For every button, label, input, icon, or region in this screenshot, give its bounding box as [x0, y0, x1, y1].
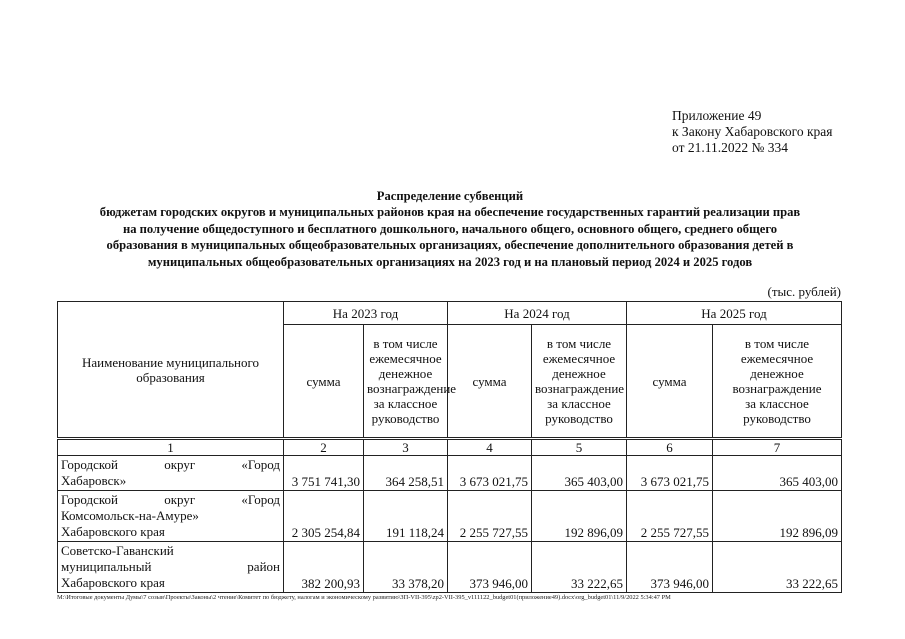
header-year-2023: На 2023 год	[284, 302, 448, 325]
cell-value: 191 118,24	[364, 491, 448, 542]
title-line-3: на получение общедоступного и бесплатного дошкольного, начального общего, основного общего, среднего общего	[122, 221, 778, 236]
title-line-5: муниципальных общеобразовательных организациях на 2023 год и на плановый период 2024 и 2025 годов	[147, 254, 753, 269]
header-sum: сумма	[448, 325, 532, 439]
header-detail: в том числе ежемесячное денежное вознаграждение за классное руководство	[364, 325, 448, 439]
header-sum: сумма	[627, 325, 713, 439]
subvention-table	[57, 301, 842, 593]
municipality-name: Советско-Гаванский муниципальный район Хабаровского края	[58, 542, 284, 593]
title-line-2: бюджетам городских округов и муниципальных районов края на обеспечение государственных гарантий реализации прав	[99, 205, 801, 220]
header-municipality-line-2: образования	[136, 369, 205, 385]
cell-value: 3 673 021,75	[627, 456, 713, 491]
column-number: 2	[284, 439, 364, 456]
cell-value: 33 222,65	[713, 542, 842, 593]
municipality-name: Городской округ «Город Хабаровск»	[58, 456, 284, 491]
file-path-footer: M:\Итоговые документы Думы\7 созыв\Проекты\Законы\2 чтение\Комитет по бюджету, налогам и экономическому развитию\ЗП-VII-395\zp2-VII-395_v111122_budget01(приложение49).docx\org_budget01\11/9/2022 5:34:47 PM	[57, 594, 671, 601]
header-detail: в том числе ежемесячное денежное вознаграждение за классное руководство	[713, 325, 842, 439]
appendix-date: от 21.11.2022 № 334	[672, 140, 788, 155]
cell-value: 373 946,00	[448, 542, 532, 593]
header-year-2024: На 2024 год	[448, 302, 627, 325]
cell-value: 3 751 741,30	[284, 456, 364, 491]
cell-value: 382 200,93	[284, 542, 364, 593]
appendix-reference	[672, 108, 833, 156]
appendix-law: к Закону Хабаровского края	[672, 124, 833, 139]
header-sum: сумма	[284, 325, 364, 439]
title-line-4: образования в муниципальных общеобразовательных организациях, обеспечение дополнительного образования детей в	[106, 238, 794, 253]
header-municipality-line-1: Наименование муниципального	[81, 354, 260, 370]
cell-value: 2 255 727,55	[627, 491, 713, 542]
cell-value: 2 255 727,55	[448, 491, 532, 542]
header-year-2025: На 2025 год	[627, 302, 842, 325]
document-title	[55, 188, 845, 270]
column-number: 4	[448, 439, 532, 456]
cell-value: 365 403,00	[713, 456, 842, 491]
cell-value: 365 403,00	[532, 456, 627, 491]
cell-value: 364 258,51	[364, 456, 448, 491]
column-number: 3	[364, 439, 448, 456]
appendix-number: Приложение 49	[672, 108, 762, 123]
cell-value: 33 378,20	[364, 542, 448, 593]
column-number: 6	[627, 439, 713, 456]
table-row	[58, 456, 842, 491]
title-line-1: Распределение субвенций	[376, 189, 524, 203]
cell-value: 2 305 254,84	[284, 491, 364, 542]
column-number: 1	[58, 439, 284, 456]
table-row	[58, 491, 842, 542]
table-row	[58, 542, 842, 593]
cell-value: 373 946,00	[627, 542, 713, 593]
cell-value: 3 673 021,75	[448, 456, 532, 491]
header-detail: в том числе ежемесячное денежное вознаграждение за классное руководство	[532, 325, 627, 439]
unit-label: (тыс. рублей)	[767, 284, 841, 299]
cell-value: 192 896,09	[532, 491, 627, 542]
cell-value: 192 896,09	[713, 491, 842, 542]
column-number: 5	[532, 439, 627, 456]
header-municipality	[58, 302, 284, 439]
column-number: 7	[713, 439, 842, 456]
municipality-name: Городской округ «Город Комсомольск-на-Амуре» Хабаровского края	[58, 491, 284, 542]
column-number-row	[58, 439, 842, 456]
cell-value: 33 222,65	[532, 542, 627, 593]
